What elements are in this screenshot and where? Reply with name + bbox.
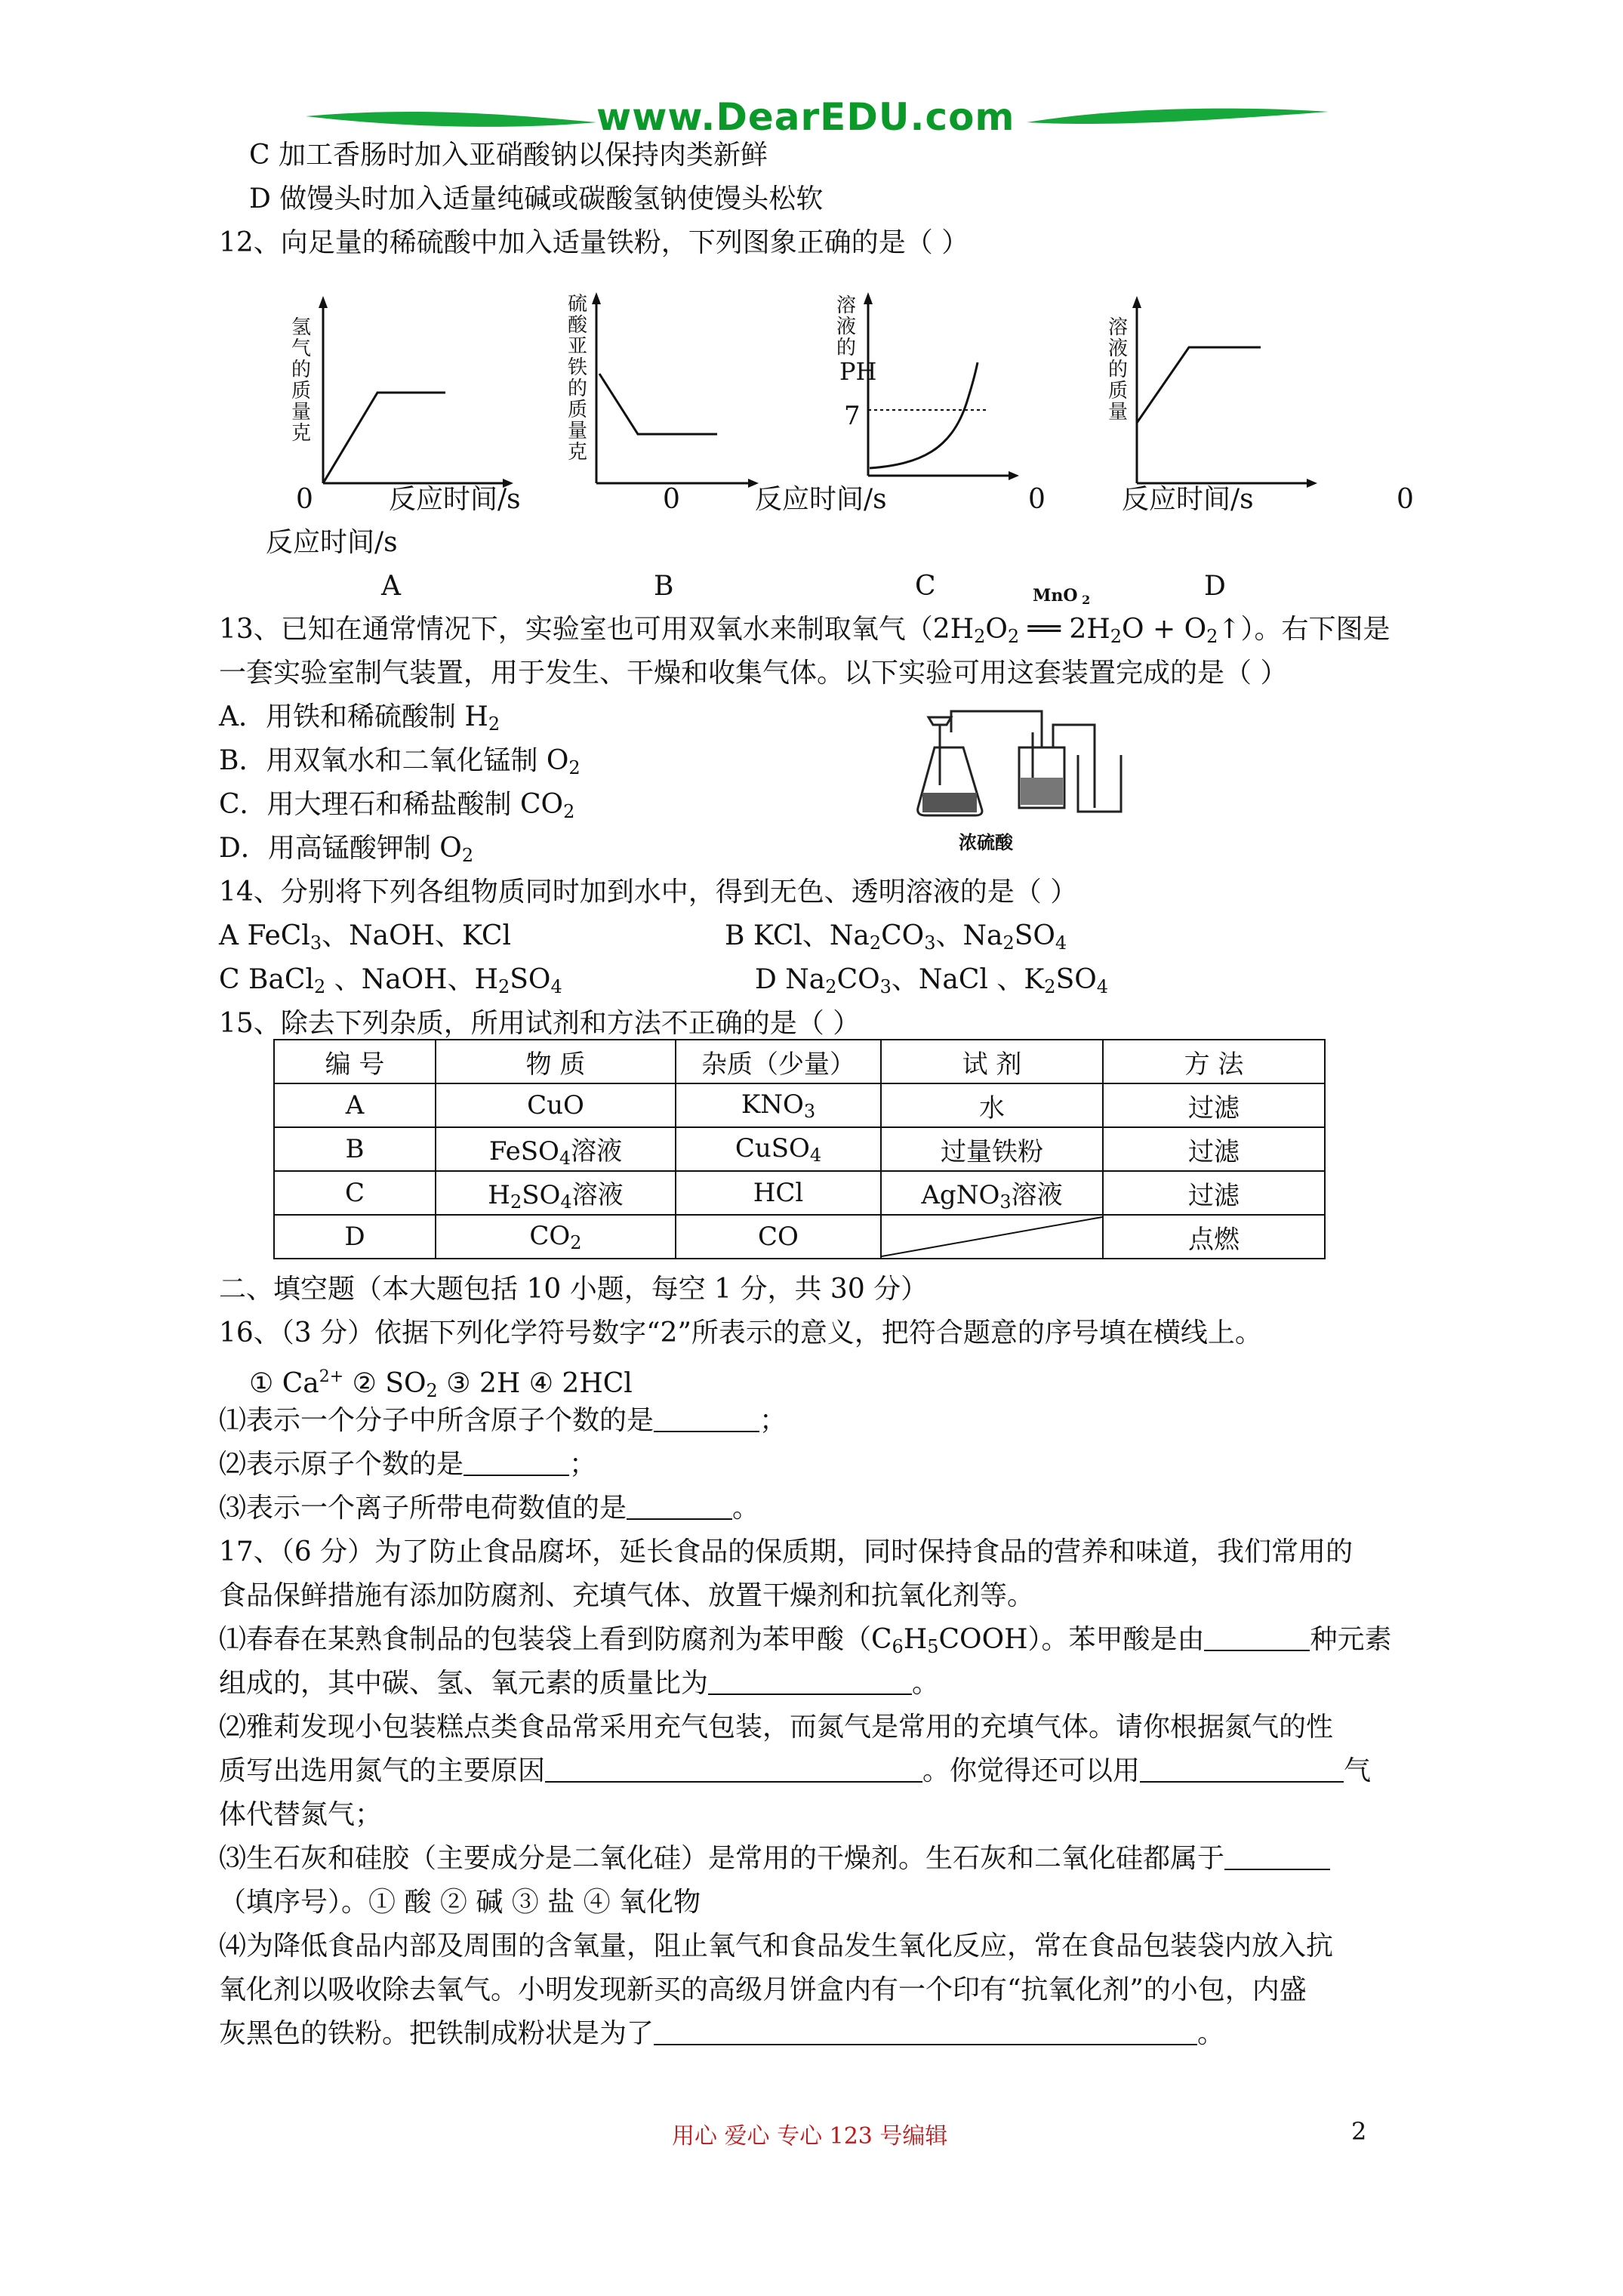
q17-line1: 17、（6 分）为了防止食品腐坏，延长食品的保质期，同时保持食品的营养和味道，我们常用的	[219, 1536, 1354, 1567]
section-2-heading: 二、填空题（本大题包括 10 小题，每空 1 分，共 30 分）	[219, 1274, 929, 1305]
graph-a	[287, 294, 513, 498]
cell: 点燃	[1103, 1215, 1325, 1259]
cell: A	[274, 1083, 436, 1127]
graph-a-origin: 0	[296, 484, 313, 515]
cell: CO	[676, 1215, 881, 1259]
gas-apparatus-diagram	[906, 702, 1132, 831]
graph-d-axes	[1102, 294, 1321, 498]
q17-q4: ⑷为降低食品内部及周围的含氧量，阻止氧气和食品发生氧化反应，常在食品包装袋内放入抗	[219, 1931, 1334, 1962]
footer-credit: 用心 爱心 专心 123 号编辑	[672, 2123, 948, 2150]
cell: 过滤	[1103, 1127, 1325, 1171]
q16-q1: ⑴表示一个分子中所含原子个数的是 ；	[219, 1405, 787, 1436]
graph-c	[830, 291, 1027, 498]
cell: HCl	[676, 1171, 881, 1215]
cell: FeSO$_4$溶液	[436, 1127, 676, 1171]
graph-b	[566, 291, 793, 498]
page-number: 2	[1351, 2117, 1367, 2146]
graph-a-ylabel: 氢气的质量克	[291, 316, 311, 445]
q15-stem: 15、除去下列杂质，所用试剂和方法不正确的是（ ）	[219, 1008, 861, 1039]
q16-stem: 16、（3 分）依据下列化学符号数字“2”所表示的意义，把符合题意的序号填在横线上。	[219, 1318, 1262, 1348]
q14-option-c: C BaCl$_2$ 、NaOH、$H_2SO_4$	[219, 964, 562, 997]
graph-c-axes	[830, 291, 1027, 498]
graph-a-letter: A	[381, 571, 401, 602]
q17-q3: ⑶生石灰和硅胶（主要成分是二氧化硅）是常用的干燥剂。生石灰和二氧化硅都属于	[219, 1842, 1330, 1875]
q17-q3-options: （填序号）。① 酸 ② 碱 ③ 盐 ④ 氧化物	[219, 1887, 701, 1918]
graph-c-ylabel: 溶液的	[836, 294, 856, 359]
cell: C	[274, 1171, 436, 1215]
q17-q4-end: 灰黑色的铁粉。把铁制成粉状是为了 。	[219, 2018, 1225, 2049]
cell-empty-slash	[881, 1215, 1103, 1259]
q17-line2: 食品保鲜措施有添加防腐剂、充填气体、放置干燥剂和抗氧化剂等。	[219, 1580, 1035, 1611]
graph-d-letter: D	[1204, 571, 1226, 602]
graph-b-letter: B	[654, 571, 674, 602]
q16-items: ① $Ca^{2+}$ ② $SO_2$ ③ 2H ④ 2HCl	[249, 1367, 633, 1401]
q17-q4-cont: 氧化剂以吸收除去氧气。小明发现新买的高级月饼盒内有一个印有“抗氧化剂”的小包，内盛	[219, 1974, 1307, 2005]
graph-d-ylabel: 溶液的质量	[1107, 316, 1128, 424]
q11-option-d: D 做馒头时加入适量纯碱或碳酸氢钠使馒头松软	[249, 183, 824, 214]
cell: CuO	[436, 1083, 676, 1127]
diagonal-line	[882, 1216, 1102, 1258]
graph-b-axes	[566, 291, 793, 498]
col-header: 方 法	[1103, 1040, 1325, 1083]
col-header: 试 剂	[881, 1040, 1103, 1083]
cell: 过滤	[1103, 1171, 1325, 1215]
q15-table	[273, 1039, 1326, 1259]
q13-option-c: C．用大理石和稀盐酸制 $CO_2$	[219, 789, 575, 822]
q17-q2-cont: 质写出选用氮气的主要原因 。你觉得还可以用 气	[219, 1755, 1372, 1786]
q13-option-a: A．用铁和稀硫酸制 $H_2$	[219, 701, 500, 735]
q13-catalyst: MnO 2	[1033, 586, 1091, 607]
table-header-row	[274, 1040, 1325, 1083]
q17-q1: ⑴春春在某熟食制品的包装袋上看到防腐剂为苯甲酸$(C_6H_5COOH)$。苯甲酸是由 种元素	[219, 1624, 1392, 1657]
cell: B	[274, 1127, 436, 1171]
q13-option-b: B．用双氧水和二氧化锰制 $O_2$	[219, 745, 581, 778]
cell: $KNO_3$	[676, 1083, 881, 1127]
col-header: 杂质（少量）	[676, 1040, 881, 1083]
q13-line2: 一套实验室制气装置，用于发生、干燥和收集气体。以下实验可用这套装置完成的是（ ）	[219, 658, 1288, 689]
apparatus-label: 浓硫酸	[959, 831, 1013, 853]
q16-q3: ⑶表示一个离子所带电荷数值的是 。	[219, 1493, 760, 1524]
q14-stem: 14、分别将下列各组物质同时加到水中，得到无色、透明溶液的是（ ）	[219, 877, 1078, 908]
cell: 过滤	[1103, 1083, 1325, 1127]
q17-q1-cont: 组成的，其中碳、氢、氧元素的质量比为 。	[219, 1668, 940, 1699]
graph-c-ph-label: PH	[839, 357, 877, 386]
graph-a-xlabel: 反应时间/s	[389, 484, 521, 515]
graph-a-axes	[287, 294, 513, 498]
q14-option-b: B KCl、$Na_2CO_3$、$Na_2SO_4$	[725, 920, 1067, 954]
table-row	[274, 1127, 1325, 1171]
q17-q2: ⑵雅莉发现小包装糕点类食品常采用充气包装，而氮气是常用的充填气体。请你根据氮气的性	[219, 1712, 1334, 1743]
graph-c-xlabel: 反应时间/s	[1122, 484, 1254, 515]
cell: 过量铁粉	[881, 1127, 1103, 1171]
graph-b-origin: 0	[663, 484, 680, 515]
col-header: 编 号	[274, 1040, 436, 1083]
q14-option-a: A FeCl$_3$、NaOH、KCl	[219, 920, 511, 954]
q17-q2-end: 体代替氮气；	[219, 1799, 383, 1830]
q11-option-c: C 加工香肠时加入亚硝酸钠以保持肉类新鲜	[249, 140, 768, 171]
graph-c-origin: 0	[1028, 484, 1046, 515]
cell: $H_2SO_4$溶液	[436, 1171, 676, 1215]
table-row	[274, 1215, 1325, 1259]
graph-b-xlabel: 反应时间/s	[755, 484, 887, 515]
graph-d	[1102, 294, 1321, 498]
site-logo: www.DearEDU.com	[596, 95, 1015, 139]
q12-stem: 12、向足量的稀硫酸中加入适量铁粉，下列图象正确的是（ ）	[219, 227, 969, 258]
graph-d-xlabel: 反应时间/s	[266, 527, 398, 558]
graph-c-tick-7: 7	[844, 401, 861, 431]
cell: D	[274, 1215, 436, 1259]
q13-line1: 13、已知在通常情况下，实验室也可用双氧水来制取氧气（$2H_2O_2$ ══ $2H_2O$ + $O_2↑$）。右下图是	[219, 614, 1390, 647]
col-header: 物 质	[436, 1040, 676, 1083]
graph-b-ylabel: 硫酸亚铁的质量克	[567, 293, 587, 464]
cell: CuSO$_4$	[676, 1127, 881, 1171]
cell: 水	[881, 1083, 1103, 1127]
table-row	[274, 1083, 1325, 1127]
table-row	[274, 1171, 1325, 1215]
q14-option-d: D $Na_2CO_3$、NaCl 、$K_2SO_4$	[755, 964, 1109, 997]
graph-c-letter: C	[915, 571, 936, 602]
cell: $CO_2$	[436, 1215, 676, 1259]
q16-q2: ⑵表示原子个数的是 ；	[219, 1449, 597, 1480]
graph-d-origin: 0	[1397, 484, 1414, 515]
q13-option-d: D．用高锰酸钾制 $O_2$	[219, 833, 474, 866]
cell: AgNO$_3$溶液	[881, 1171, 1103, 1215]
